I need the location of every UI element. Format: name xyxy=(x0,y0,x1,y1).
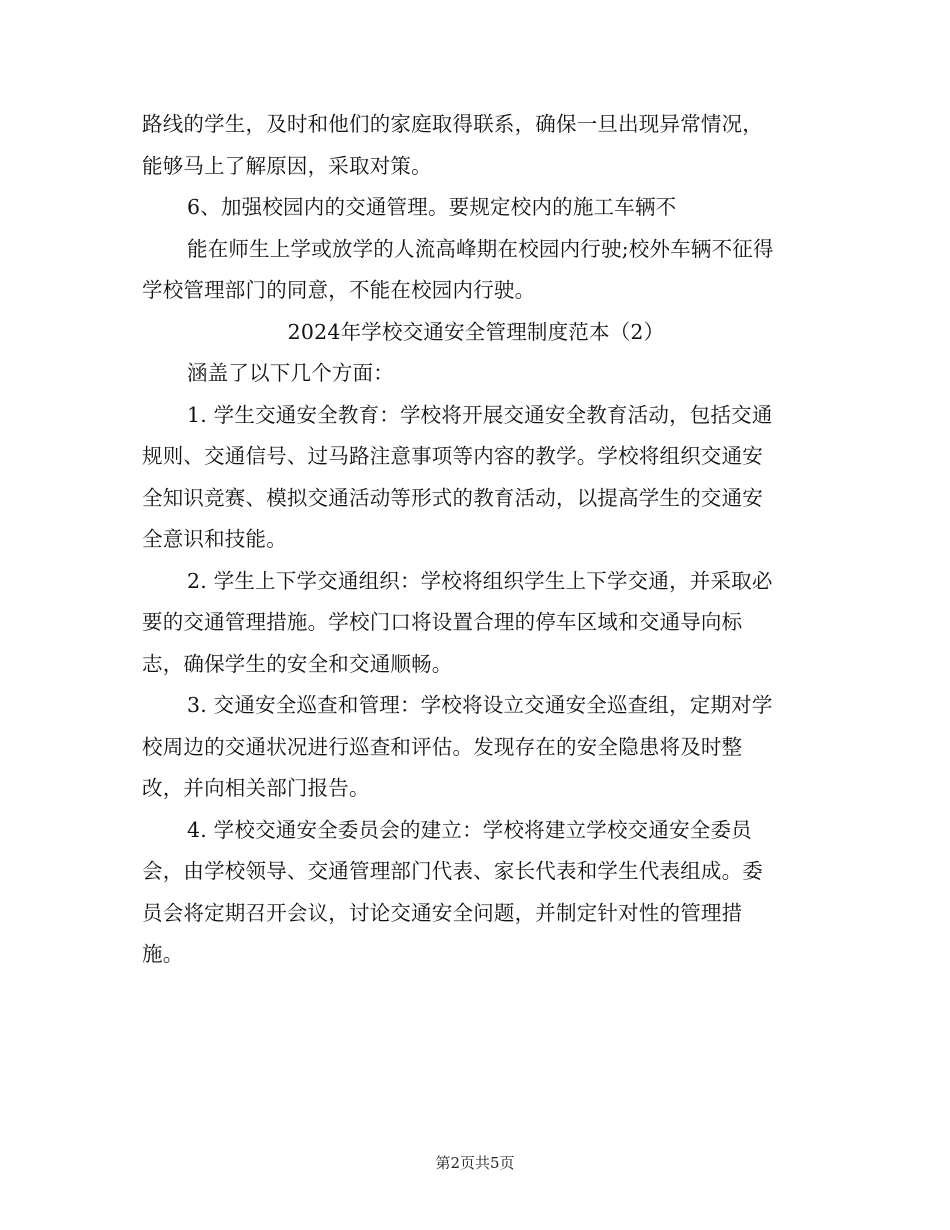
body-line: 3. 交通安全巡查和管理：学校将设立交通安全巡查组，定期对学 xyxy=(187,693,773,717)
body-line: 4. 学校交通安全委员会的建立：学校将建立学校交通安全委员 xyxy=(187,817,752,842)
body-line: 学校管理部门的同意，不能在校园内行驶。 xyxy=(142,278,536,302)
body-line: 规则、交通信号、过马路注意事项等内容的教学。学校将组织交通安 xyxy=(142,444,763,468)
body-line: 志，确保学生的安全和交通顺畅。 xyxy=(142,651,453,676)
body-line: 路线的学生，及时和他们的家庭取得联系，确保一旦出现异常情况， xyxy=(142,112,763,136)
body-line: 2. 学生上下学交通组织：学校将组织学生上下学交通，并采取必 xyxy=(187,568,773,593)
body-line: 要的交通管理措施。学校门口将设置合理的停车区域和交通导向标 xyxy=(142,610,743,634)
body-line: 会，由学校领导、交通管理部门代表、家长代表和学生代表组成。委 xyxy=(142,859,763,883)
section-title: 2024年学校交通安全管理制度范本（2） xyxy=(287,319,665,344)
body-line: 全知识竞赛、模拟交通活动等形式的教育活动，以提高学生的交通安 xyxy=(142,485,763,510)
body-line: 涵盖了以下几个方面： xyxy=(187,361,394,385)
page-number: 第2页共5页 xyxy=(435,1154,515,1172)
body-line: 6、加强校园内的交通管理。要规定校内的施工车辆不 xyxy=(187,195,677,219)
body-line: 能在师生上学或放学的人流高峰期在校园内行驶;校外车辆不征得 xyxy=(187,236,774,261)
body-line: 全意识和技能。 xyxy=(142,527,287,551)
body-line: 1. 学生交通安全教育：学校将开展交通安全教育活动，包括交通 xyxy=(187,402,773,427)
body-line: 校周边的交通状况进行巡查和评估。发现存在的安全隐患将及时整 xyxy=(142,734,743,759)
body-line: 施。 xyxy=(142,942,184,966)
body-line: 能够马上了解原因，采取对策。 xyxy=(142,153,432,178)
body-line: 改，并向相关部门报告。 xyxy=(142,776,370,800)
body-line: 员会将定期召开会议，讨论交通安全问题，并制定针对性的管理措 xyxy=(142,900,743,925)
document-body xyxy=(142,104,810,976)
